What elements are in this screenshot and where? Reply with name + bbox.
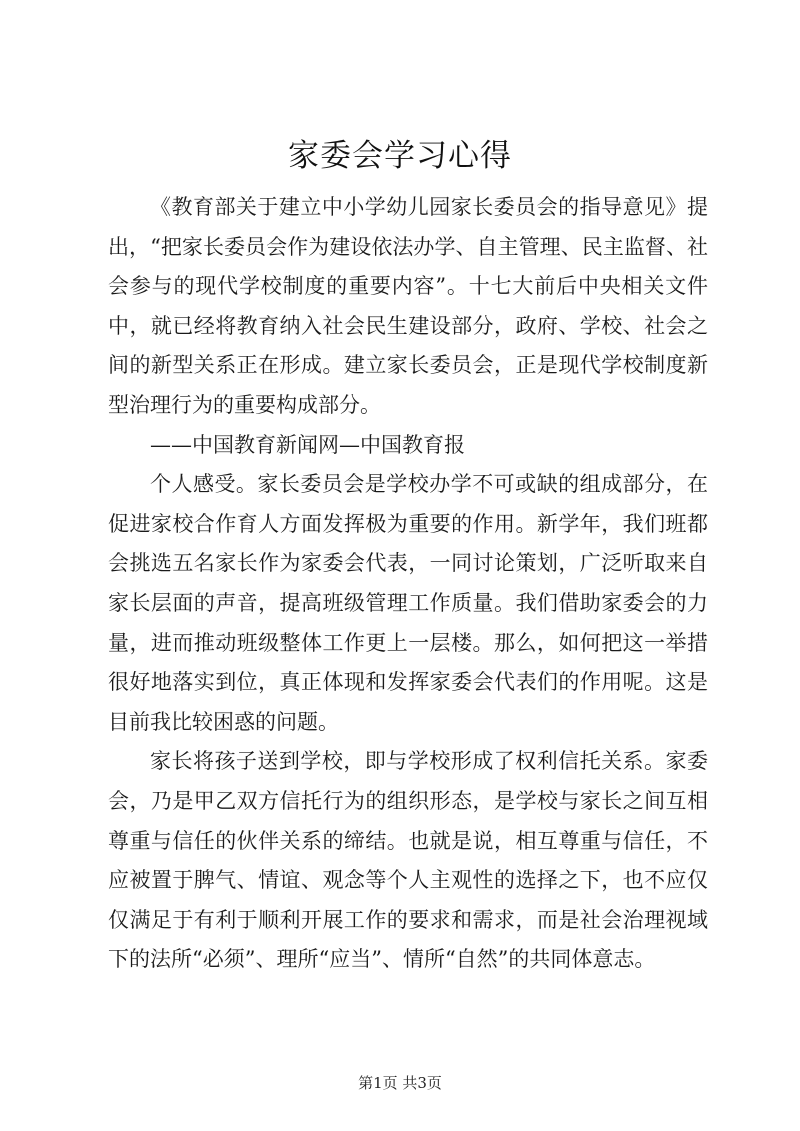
paragraph-trust-relationship: 家长将孩子送到学校，即与学校形成了权利信托关系。家委会，乃是甲乙双方信托行为的组织形态，是学校与家长之间互相尊重与信任的伙伴关系的缔结。也就是说，相互尊重与信任，不应被置于脾气、情谊、观念等个人主观性的选择之下，也不应仅仅满足于有利于顺利开展工作的要求和需求，而是社会治理视域下的法所“必须”、理所“应当”、情所“自然”的共同体意志。 bbox=[108, 749, 708, 972]
page-title: 家委会学习心得 bbox=[288, 138, 512, 174]
paragraph-personal-feeling: 个人感受。家长委员会是学校办学不可或缺的组成部分，在促进家校合作育人方面发挥极为重要的作用。新学年，我们班都会挑选五名家长作为家委会代表，一同讨论策划，广泛听取来自家长层面的声音，提高班级管理工作质量。我们借助家委会的力量，进而推动班级整体工作更上一层楼。那么，如何把这一举措很好地落实到位，真正体现和发挥家委会代表们的作用呢。这是目前我比较困惑的问题。 bbox=[108, 472, 708, 734]
paragraph-source: ——中国教育新闻网—中国教育报 bbox=[150, 432, 465, 457]
paragraph-guideline-quote: 《教育部关于建立中小学幼儿园家长委员会的指导意见》提出，“把家长委员会作为建设依法办学、自主管理、民主监督、社会参与的现代学校制度的重要内容”。十七大前后中央相关文件中，就已经将教育纳入社会民生建设部分，政府、学校、社会之间的新型关系正在形成。建立家长委员会，正是现代学校制度新型治理行为的重要构成部分。 bbox=[108, 195, 708, 417]
document-body bbox=[108, 188, 708, 980]
page-number-footer: 第1页 共3页 bbox=[358, 1074, 442, 1092]
